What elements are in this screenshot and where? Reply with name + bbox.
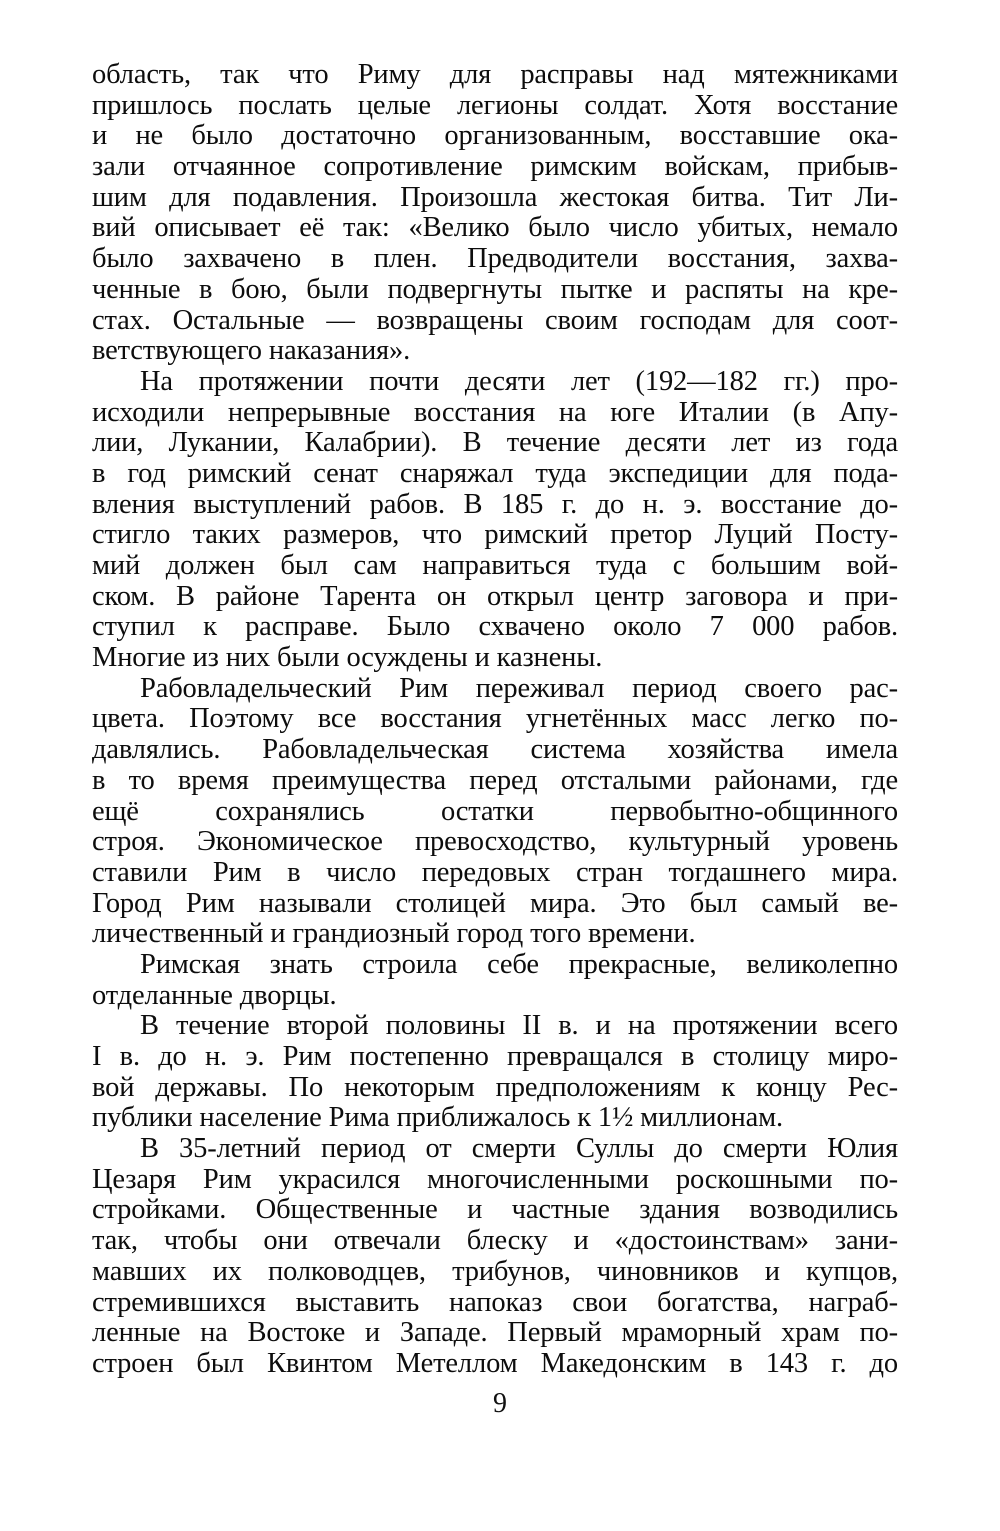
text-line: стремившихся выставить напоказ свои богатства, награб- bbox=[92, 1287, 898, 1318]
text-line: Рабовладельческий Рим переживал период своего рас- bbox=[140, 673, 898, 704]
text-line: строя. Экономическое превосходство, культурный уровень bbox=[92, 827, 898, 858]
text-line: пришлось послать целые легионы солдат. Хотя восстание bbox=[92, 90, 898, 121]
text-line: Город Рим называли столицей мира. Это был самый ве- bbox=[92, 888, 898, 919]
text-line: вой державы. По некоторым предположениям к концу Рес- bbox=[92, 1072, 898, 1103]
text-line: На протяжении почти десяти лет (192—182 гг.) про- bbox=[140, 366, 898, 397]
text-line: ещё сохранялись остатки первобытно-общинного bbox=[92, 796, 898, 827]
text-line: В 35-летний период от смерти Суллы до смерти Юлия bbox=[140, 1134, 898, 1165]
text-line: Многие из них были осуждены и казнены. bbox=[92, 643, 603, 674]
text-line: стигло таких размеров, что римский претор Луций Посту- bbox=[92, 520, 898, 551]
text-line: мавших их полководцев, трибунов, чиновников и купцов, bbox=[92, 1256, 898, 1287]
paragraph-3 bbox=[92, 674, 898, 950]
text-line: стройками. Общественные и частные здания возводились bbox=[92, 1195, 898, 1226]
paragraph-2 bbox=[92, 367, 898, 674]
paragraph-1 bbox=[92, 60, 898, 367]
text-line: лии, Лукании, Калабрии). В течение десяти лет из года bbox=[92, 428, 898, 459]
text-line: мий должен был сам направиться туда с большим вой- bbox=[92, 551, 898, 581]
text-line: отделанные дворцы. bbox=[92, 980, 337, 1011]
text-line: Цезаря Рим украсился многочисленными роскошными по- bbox=[92, 1164, 898, 1195]
text-line: в то время преимущества перед отсталыми районами, где bbox=[92, 765, 898, 796]
text-line: было захвачено в плен. Предводители восстания, захва- bbox=[92, 244, 898, 275]
text-line: Римская знать строила себе прекрасные, великолепно bbox=[140, 949, 898, 980]
text-line: область, так что Риму для расправы над мятежниками bbox=[92, 60, 898, 90]
text-line: I в. до н. э. Рим постепенно превращался в столицу миро- bbox=[92, 1042, 898, 1072]
text-line: стах. Остальные — возвращены своим господам для соот- bbox=[92, 305, 898, 336]
text-line: шим для подавления. Произошла жестокая битва. Тит Ли- bbox=[92, 182, 898, 213]
text-line: вий описывает её так: «Велико было число убитых, немало bbox=[92, 213, 898, 244]
text-line: ченные в бою, были подвергнуты пытке и распяты на кре- bbox=[92, 274, 898, 305]
text-line: цвета. Поэтому все восстания угнетённых масс легко по- bbox=[92, 704, 898, 735]
page-number: 9 bbox=[493, 1388, 507, 1419]
text-line: ставили Рим в число передовых стран тогдашнего мира. bbox=[92, 857, 898, 888]
text-line: зали отчаянное сопротивление римским войскам, прибыв- bbox=[92, 152, 898, 183]
text-line: ступил к расправе. Было схвачено около 7 000 рабов. bbox=[92, 612, 898, 643]
text-line: исходили непрерывные восстания на юге Италии (в Апу- bbox=[92, 397, 898, 428]
text-line: личественный и грандиозный город того времени. bbox=[92, 919, 696, 950]
text-line: в год римский сенат снаряжал туда экспедиции для пода- bbox=[92, 458, 898, 489]
text-line: так, чтобы они отвечали блеску и «достоинствам» зани- bbox=[92, 1226, 898, 1257]
paragraph-5 bbox=[92, 1011, 898, 1134]
text-line: публики население Рима приближалось к 1½ миллионам. bbox=[92, 1103, 783, 1134]
text-line: В течение второй половины II в. и на протяжении всего bbox=[140, 1011, 898, 1042]
text-line: давлялись. Рабовладельческая система хозяйства имела bbox=[92, 735, 898, 766]
text-line: ском. В районе Тарента он открыл центр заговора и при- bbox=[92, 581, 898, 612]
paragraph-6 bbox=[92, 1134, 898, 1380]
text-line: ленные на Востоке и Западе. Первый мраморный храм по- bbox=[92, 1318, 898, 1349]
paragraph-4 bbox=[92, 950, 898, 1011]
book-page-text bbox=[92, 60, 898, 1380]
text-line: строен был Квинтом Метеллом Македонским в 143 г. до bbox=[92, 1348, 898, 1379]
text-line: и не было достаточно организованным, восставшие ока- bbox=[92, 121, 898, 152]
text-line: вления выступлений рабов. В 185 г. до н. э. восстание до- bbox=[92, 489, 898, 520]
text-line: ветствующего наказания». bbox=[92, 336, 411, 367]
